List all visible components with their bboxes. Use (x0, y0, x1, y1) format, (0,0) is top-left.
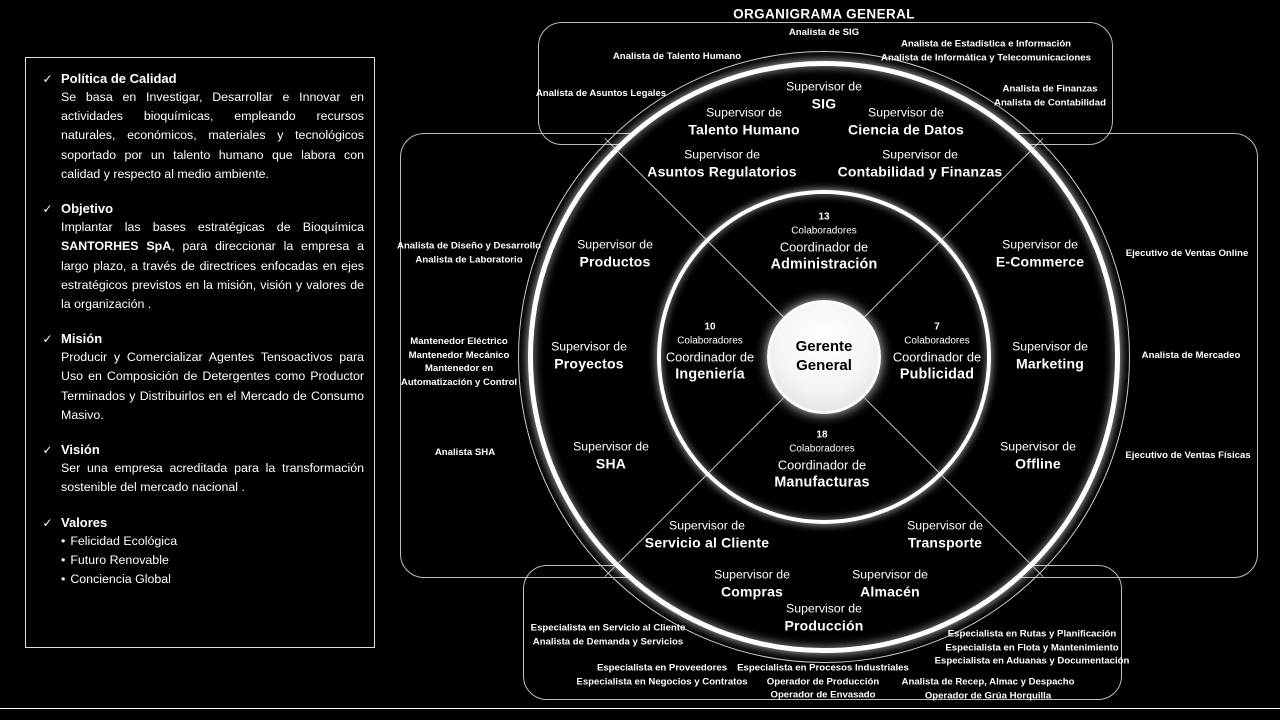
supervisor-name: Servicio al Cliente (644, 534, 770, 551)
outer-role-label: Especialista en Negocios y Contratos (576, 676, 748, 687)
collaborator-count: 13 (818, 211, 830, 223)
outer-role-label: Mantenedor Eléctrico (410, 335, 508, 347)
supervisor-name: Talento Humano (688, 121, 800, 138)
outer-role-label: Analista de Contabilidad (994, 97, 1106, 108)
section-text: Se basa en Investigar, Desarrollar e Innovar en actividades bioquímicas, empleando recursos naturales, económicos, materiales y tecnológicos soportado por un talento humano que labora con calidad y respecto al medio ambiente. (61, 90, 364, 181)
outer-role-label: Ejecutivo de Ventas Online (1125, 248, 1249, 260)
collaborator-count: 10 (704, 321, 716, 333)
supervisor-prefix: Supervisor de (786, 601, 862, 616)
outer-role-label: Especialista en Flota y Mantenimiento (945, 642, 1119, 654)
coordinator-node-administracion (771, 210, 878, 273)
check-icon: ✓ (42, 332, 53, 347)
section-objetivo (34, 201, 364, 314)
value-item (61, 570, 364, 589)
supervisor-node-ciencia-de-datos (848, 105, 964, 138)
outer-role-label: Analista de Talento Humano (612, 51, 742, 63)
supervisor-name: SIG (811, 95, 837, 112)
outer-role-label: Analista de Laboratorio (415, 254, 523, 265)
supervisor-node-servicio-al-cliente (645, 518, 769, 551)
outer-role-label: Analista de Informática y Telecomunicaciones (881, 52, 1091, 63)
supervisor-node-sha (573, 439, 649, 472)
supervisor-name: Producción (784, 617, 864, 634)
outer-role-label: Operador de Envasado (770, 689, 876, 701)
supervisor-prefix: Supervisor de (852, 567, 928, 582)
collaborator-unit: Colaboradores (904, 335, 970, 347)
supervisor-name: Offline (1015, 455, 1061, 472)
supervisor-prefix: Supervisor de (868, 105, 944, 120)
supervisor-name: Almacén (860, 583, 920, 600)
supervisor-node-offline (1000, 439, 1076, 472)
supervisor-node-e-commerce (996, 237, 1084, 270)
outer-role-label: Analista de Finanzas (1002, 83, 1098, 95)
objetivo-text-post: , para direccionar la empresa a largo plazo, a través de directrices enfocadas en ejes estratégicos previstos en la misión, visión y valores de la organización . (61, 239, 364, 311)
supervisor-prefix: Supervisor de (786, 79, 862, 94)
supervisor-node-marketing (1012, 339, 1088, 372)
supervisor-prefix: Supervisor de (907, 518, 983, 533)
bullet-icon: • (61, 552, 66, 567)
section-politica-de-calidad (34, 71, 364, 184)
coordinator-node-ingenieria (666, 320, 754, 383)
supervisor-prefix: Supervisor de (577, 237, 653, 252)
outer-role-label: Analista de SIG (788, 27, 860, 39)
section-heading: Política de Calidad (61, 71, 177, 86)
value-label: Felicidad Ecológica (70, 533, 178, 548)
coordinator-area: Ingeniería (675, 366, 745, 383)
supervisor-prefix: Supervisor de (573, 439, 649, 454)
section-text (61, 218, 364, 314)
supervisor-prefix: Supervisor de (669, 518, 745, 533)
outer-label-analistas-datos (881, 37, 1091, 64)
page-title: ORGANIGRAMA GENERAL (733, 6, 915, 22)
check-icon: ✓ (42, 202, 53, 217)
collaborator-count: 7 (934, 321, 940, 333)
outer-label-rutas-flota-aduanas (935, 628, 1130, 669)
section-text: Ser una empresa acreditada para la transformación sostenible del mercado nacional . (61, 461, 364, 495)
value-label: Conciencia Global (70, 571, 171, 586)
outer-label-diseno-laboratorio (397, 239, 541, 266)
outer-role-label: Analista de Demanda y Servicios (532, 636, 684, 647)
section-text: Producir y Comercializar Agentes Tensoactivos para Uso en Composición de Detergentes como Productor Terminados y Distribuirlos en el Mercado de Consumo Masivo. (61, 350, 364, 422)
check-icon: ✓ (42, 72, 53, 86)
outer-role-label: Analista SHA (434, 447, 496, 459)
outer-role-label: Analista de Recep, Almac y Despacho (901, 676, 1075, 688)
outer-label-analista-sig (789, 26, 859, 40)
outer-label-ventas-fisicas (1125, 449, 1250, 463)
supervisor-node-contabilidad-y-finanzas (838, 147, 1003, 180)
section-heading: Visión (61, 442, 100, 458)
bullet-icon: • (61, 571, 66, 586)
outer-role-label: Especialista en Aduanas y Documentación (934, 655, 1130, 667)
supervisor-name: Asuntos Regulatorios (647, 163, 797, 180)
supervisor-name: Compras (720, 583, 784, 600)
coordinator-area: Publicidad (899, 366, 975, 383)
outer-role-label: Especialista en Rutas y Planificación (947, 628, 1117, 640)
value-item (61, 532, 364, 551)
outer-label-mantenedores (401, 335, 517, 389)
outer-role-label: Analista de Diseño y Desarrollo (397, 240, 541, 252)
collaborator-unit: Colaboradores (791, 225, 857, 237)
supervisor-prefix: Supervisor de (684, 147, 760, 162)
supervisor-prefix: Supervisor de (714, 567, 790, 582)
general-manager-label: Gerente General (795, 338, 853, 374)
outer-role-label: Mantenedor en (424, 363, 494, 374)
outer-role-label: Operador de Producción (766, 676, 880, 688)
supervisor-node-compras (714, 567, 790, 600)
coordinator-node-manufacturas (774, 428, 869, 491)
value-label: Futuro Renovable (70, 552, 169, 567)
general-manager-node (767, 300, 881, 414)
collaborator-unit: Colaboradores (789, 443, 855, 455)
coordinator-role: Coordinador de (892, 348, 982, 364)
outer-role-label: Automatización y Control (400, 376, 518, 388)
value-item (61, 551, 364, 570)
bottom-divider (0, 708, 1280, 709)
outer-label-proveedores-negocios (576, 661, 747, 688)
supervisor-prefix: Supervisor de (1002, 237, 1078, 252)
outer-role-label: Analista de Asuntos Legales (535, 88, 667, 100)
outer-role-label: Ejecutivo de Ventas Físicas (1125, 450, 1251, 462)
supervisor-prefix: Supervisor de (706, 105, 782, 120)
supervisor-node-talento-humano (688, 105, 799, 138)
supervisor-prefix: Supervisor de (1000, 439, 1076, 454)
outer-label-recepcion-grua (902, 675, 1075, 702)
section-heading: Valores (61, 514, 108, 530)
section-heading: Misión (61, 331, 103, 347)
supervisor-node-transporte (907, 518, 983, 551)
supervisor-name: Transporte (907, 534, 983, 551)
check-icon: ✓ (42, 443, 53, 458)
supervisor-prefix: Supervisor de (882, 147, 958, 162)
outer-label-analista-talento-humano (613, 50, 741, 64)
section-mision (34, 331, 364, 425)
outer-role-label: Analista de Mercadeo (1141, 350, 1241, 362)
coordinator-area: Manufacturas (774, 474, 870, 491)
section-heading: Objetivo (61, 201, 114, 217)
outer-role-label: Mantenedor Mecánico (408, 349, 510, 361)
supervisor-prefix: Supervisor de (551, 339, 627, 354)
supervisor-name: Ciencia de Datos (847, 121, 965, 138)
outer-role-label: Operador de Grúa Horquilla (924, 690, 1052, 701)
check-icon: ✓ (42, 515, 53, 530)
outer-role-label: Especialista en Procesos Industriales (737, 662, 909, 674)
supervisor-node-proyectos (551, 339, 627, 372)
company-name: SANTORHES SpA (61, 239, 172, 254)
coordinator-role: Coordinador de (779, 238, 869, 254)
section-vision (34, 442, 364, 497)
collaborator-unit: Colaboradores (677, 335, 743, 347)
outer-role-label: Especialista en Proveedores (596, 662, 728, 674)
supervisor-name: Contabilidad y Finanzas (837, 163, 1003, 180)
supervisor-node-asuntos-regulatorios (647, 147, 796, 180)
outer-label-asuntos-legales (536, 87, 666, 101)
outer-label-mercadeo (1142, 349, 1241, 363)
coordinator-role: Coordinador de (665, 348, 755, 364)
coordinator-role: Coordinador de (777, 456, 867, 472)
outer-label-ventas-online (1126, 247, 1249, 261)
outer-role-label: Analista de Estadística e Información (900, 38, 1072, 50)
supervisor-name: Proyectos (554, 355, 624, 372)
supervisor-node-productos (577, 237, 653, 270)
objetivo-text-pre: Implantar las bases estratégicas de Bioquímica (61, 220, 364, 235)
info-panel (25, 57, 375, 648)
supervisor-node-almacen (852, 567, 928, 600)
supervisor-prefix: Supervisor de (1012, 339, 1088, 354)
supervisor-name: Productos (579, 253, 651, 270)
coordinator-node-publicidad (893, 320, 981, 383)
outer-label-finanzas-contabilidad (994, 82, 1106, 109)
outer-label-procesos-operadores (737, 662, 909, 703)
supervisor-name: Marketing (1016, 355, 1084, 372)
section-valores (34, 515, 364, 590)
supervisor-name: SHA (595, 455, 627, 472)
outer-label-analista-sha (435, 446, 495, 460)
collaborator-count: 18 (816, 429, 828, 441)
supervisor-name: E-Commerce (995, 253, 1085, 270)
outer-label-servicio-demanda (531, 621, 686, 648)
outer-role-label: Especialista en Servicio al Cliente (530, 622, 686, 634)
bullet-icon: • (61, 533, 66, 548)
supervisor-node-produccion (784, 601, 863, 634)
coordinator-area: Administración (770, 256, 878, 273)
